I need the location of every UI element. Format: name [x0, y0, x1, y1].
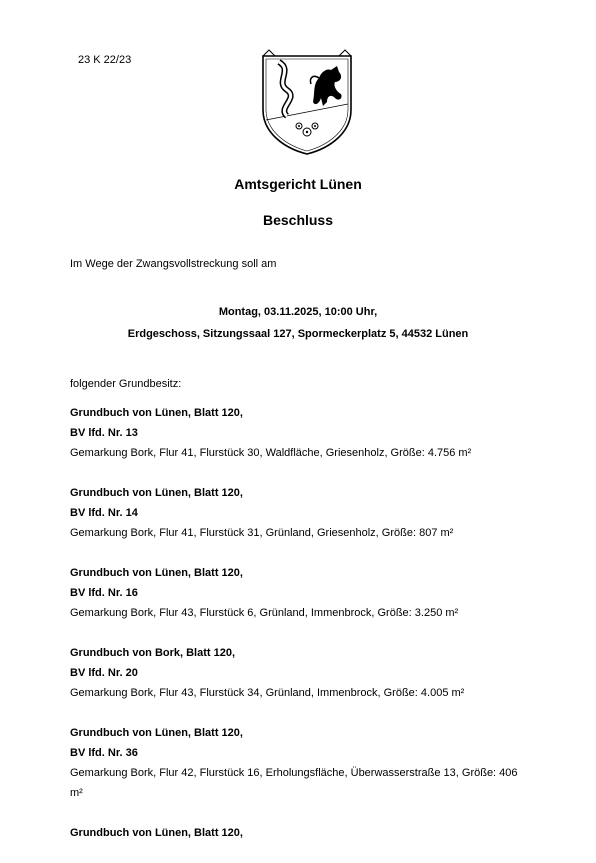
entry-description: Gemarkung Bork, Flur 43, Flurstück 6, Grünland, Immenbrock, Größe: 3.250 m²: [70, 607, 459, 619]
entry-description: Gemarkung Bork, Flur 41, Flurstück 30, Waldfläche, Griesenholz, Größe: 4.756 m²: [70, 447, 472, 459]
register-line: Grundbuch von Bork, Blatt 120,: [70, 647, 236, 659]
property-entry: [70, 823, 530, 843]
entry-number: BV lfd. Nr. 16: [70, 587, 138, 599]
court-name: Amtsgericht Lünen: [234, 176, 362, 192]
property-entry: [70, 403, 530, 463]
entry-description: Gemarkung Bork, Flur 43, Flurstück 34, Grünland, Immenbrock, Größe: 4.005 m²: [70, 687, 465, 699]
lead-text: folgender Grundbesitz:: [70, 378, 182, 390]
entry-number: BV lfd. Nr. 20: [70, 667, 138, 679]
intro-text: Im Wege der Zwangsvollstreckung soll am: [70, 258, 277, 270]
entry-number: BV lfd. Nr. 14: [70, 507, 138, 519]
entry-description: Gemarkung Bork, Flur 42, Flurstück 16, Erholungsfläche, Überwasserstraße 13, Größe: 406 m²: [70, 767, 518, 799]
entry-description: Gemarkung Bork, Flur 41, Flurstück 31, Grünland, Griesenholz, Größe: 807 m²: [70, 527, 454, 539]
case-number: 23 K 22/23: [78, 54, 132, 66]
register-line: Grundbuch von Lünen, Blatt 120,: [70, 567, 243, 579]
property-entry: [70, 723, 530, 803]
property-entry: [70, 563, 530, 623]
entry-number: BV lfd. Nr. 13: [70, 427, 138, 439]
appointment-location: Erdgeschoss, Sitzungssaal 127, Spormeckerplatz 5, 44532 Lünen: [127, 328, 469, 340]
register-line: Grundbuch von Lünen, Blatt 120,: [70, 827, 243, 839]
register-line: Grundbuch von Lünen, Blatt 120,: [70, 407, 243, 419]
entry-number: BV lfd. Nr. 36: [70, 747, 138, 759]
register-line: Grundbuch von Lünen, Blatt 120,: [70, 487, 243, 499]
coat-of-arms-icon: [257, 48, 357, 156]
appointment-date: Montag, 03.11.2025, 10:00 Uhr,: [218, 306, 378, 318]
property-entry: [70, 483, 530, 543]
property-list: [70, 403, 530, 863]
property-entry: [70, 643, 530, 703]
document-title: Beschluss: [262, 212, 334, 228]
register-line: Grundbuch von Lünen, Blatt 120,: [70, 727, 243, 739]
